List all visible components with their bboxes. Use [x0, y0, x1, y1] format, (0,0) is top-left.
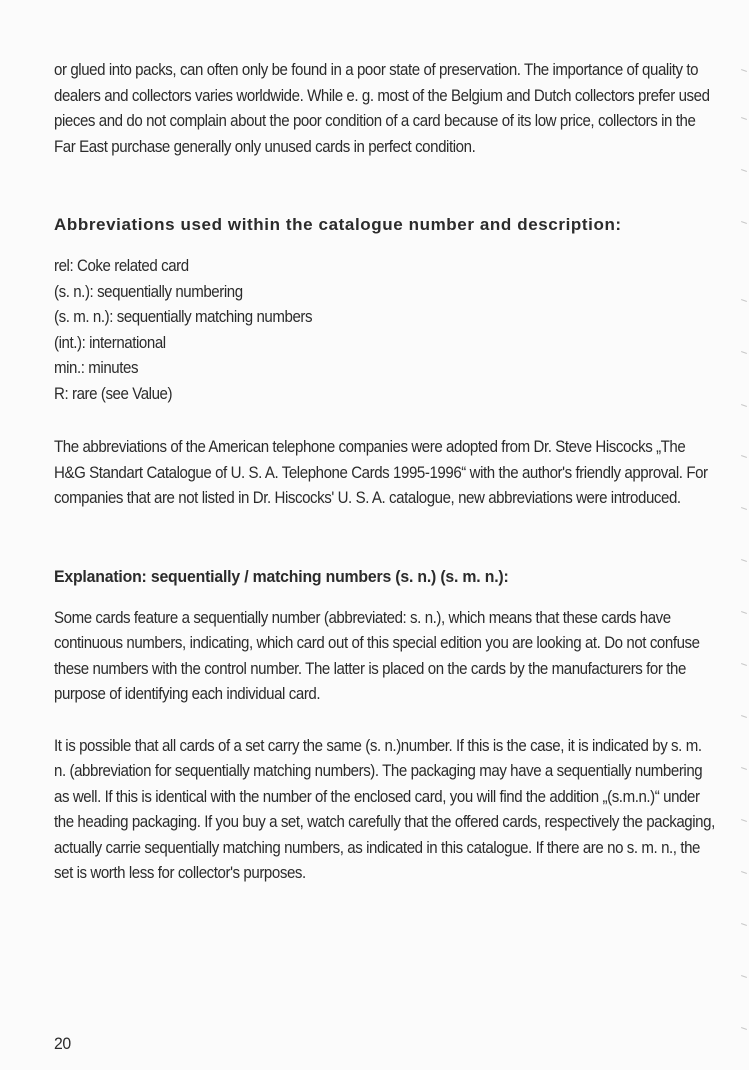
- abbreviation-item: min.: minutes: [54, 359, 139, 377]
- edge-mark: [741, 663, 747, 666]
- edge-mark: [741, 819, 747, 822]
- edge-mark: [741, 923, 747, 926]
- abbreviations-heading: Abbreviations used within the catalogue number and description:: [54, 215, 622, 234]
- edge-mark: [741, 559, 747, 562]
- edge-mark: [741, 767, 747, 770]
- edge-mark: [741, 169, 747, 172]
- abbreviation-item: R: rare (see Value): [54, 384, 173, 403]
- edge-mark: [741, 69, 747, 72]
- edge-mark: [741, 404, 747, 407]
- edge-mark: [741, 715, 747, 718]
- edge-mark: [741, 611, 747, 614]
- abbreviations-list: [54, 254, 714, 407]
- abbreviation-item: (s. n.): sequentially numbering: [54, 282, 243, 301]
- explanation-heading: Explanation: sequentially / matching numbers (s. n.) (s. m. n.):: [54, 566, 509, 586]
- abbreviation-item: (int.): international: [54, 333, 166, 352]
- edge-mark: [741, 221, 747, 224]
- edge-mark: [741, 299, 747, 302]
- abbreviation-item: rel: Coke related card: [54, 257, 189, 275]
- edge-mark: [741, 871, 747, 874]
- edge-mark: [741, 117, 747, 120]
- intro-paragraph: or glued into packs, can often only be found in a poor state of preservation. The importance of quality to dealers and collectors varies worldwide. While e. g. most of the Belgium and Dutch collectors prefer used pieces and do not complain about the poor condition of a card because of its low price, collectors in the Far East purchase generally only unused cards in perfect condition.: [54, 61, 710, 156]
- page-content: [54, 58, 714, 887]
- explanation-paragraph-1: Some cards feature a sequentially number (abbreviated: s. n.), which means that these cards have continuous numbers, indicating, which card out of this special edition you are looking at. Do not confuse these numbers with the control number. The latter is placed on the cards by the manufacturers for the purpose of identifying each individual card.: [54, 608, 700, 703]
- edge-mark: [741, 507, 747, 510]
- edge-mark: [741, 975, 747, 978]
- edge-mark: [741, 455, 747, 458]
- explanation-paragraph-2: It is possible that all cards of a set carry the same (s. n.)number. If this is the case, it is indicated by s. m. n. (abbreviation for sequentially matching numbers). The packaging may have a sequentially numbering as well. If this is identical with the number of the enclosed card, you will find the addition „(s.m.n.)“ under the heading packaging. If you buy a set, watch carefully that the offered cards, respectively the packaging, actually carrie sequentially matching numbers, as indicated in this catalogue. If there are no s. m. n., the set is worth less for collector's purposes.: [54, 736, 715, 882]
- abbreviations-note: The abbreviations of the American telephone companies were adopted from Dr. Steve Hiscocks „The H&G Standart Catalogue of U. S. A. Telephone Cards 1995-1996“ with the author's friendly approval. For companies that are not listed in Dr. Hiscocks' U. S. A. catalogue, new abbreviations were introduced.: [54, 438, 708, 507]
- abbreviation-item: (s. m. n.): sequentially matching numbers: [54, 308, 313, 326]
- edge-mark: [741, 1027, 747, 1030]
- edge-mark: [741, 351, 747, 354]
- page-number: 20: [54, 1034, 71, 1053]
